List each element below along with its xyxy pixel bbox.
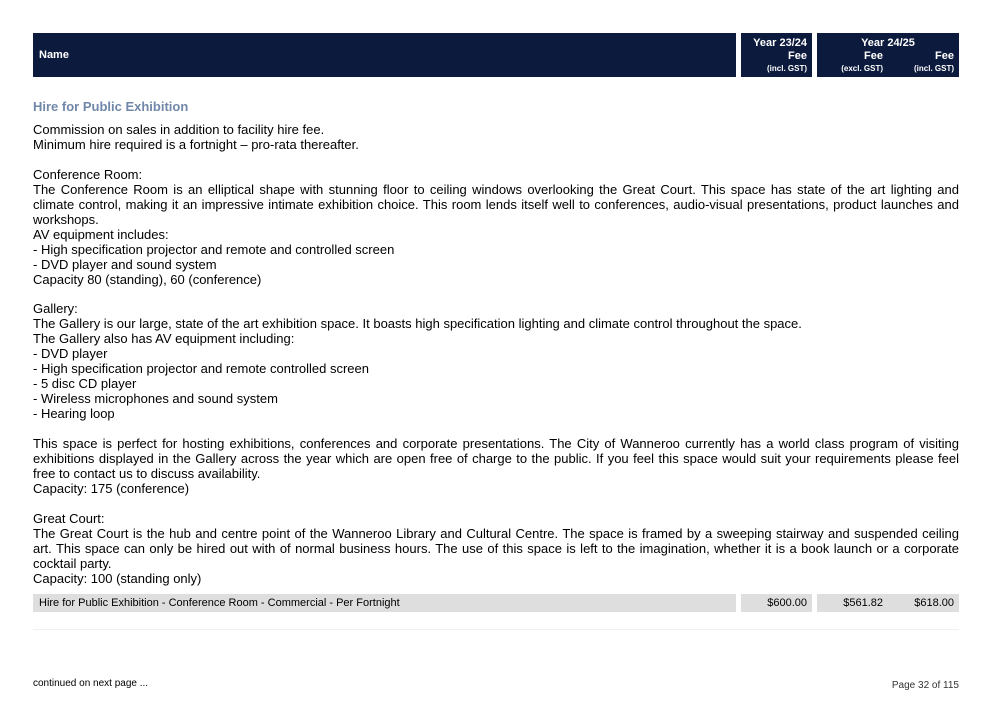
fee-row-year2-cell: [817, 594, 959, 612]
body-line: Capacity 80 (standing), 60 (conference): [33, 271, 262, 287]
header-year1-gst: (incl. GST): [767, 64, 807, 73]
body-line: The Gallery also has AV equipment including:: [33, 331, 295, 347]
page-number: Page 32 of 115: [891, 680, 959, 691]
body-line: [33, 287, 959, 302]
body-line: - High specification projector and remote controlled screen: [33, 361, 370, 377]
body-line: The Conference Room is an elliptical shape with stunning floor to ceiling windows overlooking the Great Court. This space has state of the art lighting and climate control, making it an impressive intimate exhibition choice. This room lends itself well to conferences, audio-visual presentations, product launches and workshops.: [33, 181, 959, 227]
body-line: Minimum hire required is a fortnight – pro-rata thereafter.: [33, 136, 359, 152]
fee-row: [33, 594, 959, 612]
header-year1-label: Year 23/24: [753, 37, 807, 49]
body-line: - Wireless microphones and sound system: [33, 391, 278, 407]
body-line: Commission on sales in addition to facility hire fee.: [33, 122, 325, 137]
fee-row-year1-cell: [741, 594, 812, 612]
divider: [33, 629, 959, 630]
description-text: [33, 123, 959, 586]
header-year1-fee: Fee: [788, 50, 807, 62]
header-year2-gst-incl: (incl. GST): [914, 64, 954, 73]
body-line: Capacity: 100 (standing only): [33, 570, 202, 586]
continued-note: continued on next page ...: [33, 678, 149, 689]
body-line: Conference Room:: [33, 166, 143, 182]
header-year2-fee-excl: Fee: [864, 50, 883, 62]
body-line: Great Court:: [33, 510, 105, 526]
body-line: [33, 422, 959, 437]
section-title: Hire for Public Exhibition: [33, 99, 189, 114]
body-line: - 5 disc CD player: [33, 376, 137, 392]
header-name-cell: [33, 33, 736, 77]
fee-row-year2-fee-incl: $618.00: [914, 597, 954, 609]
body-line: - Hearing loop: [33, 406, 115, 422]
body-line: - DVD player: [33, 346, 108, 362]
fee-row-year2-fee-excl: $561.82: [843, 597, 883, 609]
header-year2-gst-excl: (excl. GST): [841, 64, 883, 73]
fee-row-name-cell: [33, 594, 736, 612]
body-line: - DVD player and sound system: [33, 256, 217, 272]
body-line: This space is perfect for hosting exhibitions, conferences and corporate presentations. The City of Wanneroo currently has a world class program of visiting exhibitions displayed in the Gallery across the year which are open free of charge to the public. If you feel this space would suit your requirements please feel free to contact us to discuss availability.: [33, 435, 959, 481]
header-year1-cell: [741, 33, 812, 77]
fee-row-year1-fee: $600.00: [767, 597, 807, 609]
body-line: - High specification projector and remote and controlled screen: [33, 241, 395, 257]
body-line: The Gallery is our large, state of the art exhibition space. It boasts high specification lighting and climate control throughout the space.: [33, 316, 802, 332]
header-year2-label: Year 24/25: [861, 37, 915, 49]
body-line: The Great Court is the hub and centre point of the Wanneroo Library and Cultural Centre. The space is framed by a sweeping stairway and suspended ceiling art. This space can only be hired out with of normal business hours. The use of this space is left to the imagination, whether it is a book launch or a corporate cocktail party.: [33, 525, 959, 571]
body-line: Gallery:: [33, 301, 78, 317]
fee-row-name: Hire for Public Exhibition - Conference Room - Commercial - Per Fortnight: [39, 597, 400, 609]
body-line: [33, 153, 959, 168]
table-header: [33, 33, 959, 77]
header-year2-cell: [817, 33, 959, 77]
body-line: [33, 497, 959, 512]
header-name-label: Name: [39, 49, 69, 61]
body-line: Capacity: 175 (conference): [33, 480, 190, 496]
header-year2-fee-incl: Fee: [935, 50, 954, 62]
body-line: AV equipment includes:: [33, 226, 169, 242]
